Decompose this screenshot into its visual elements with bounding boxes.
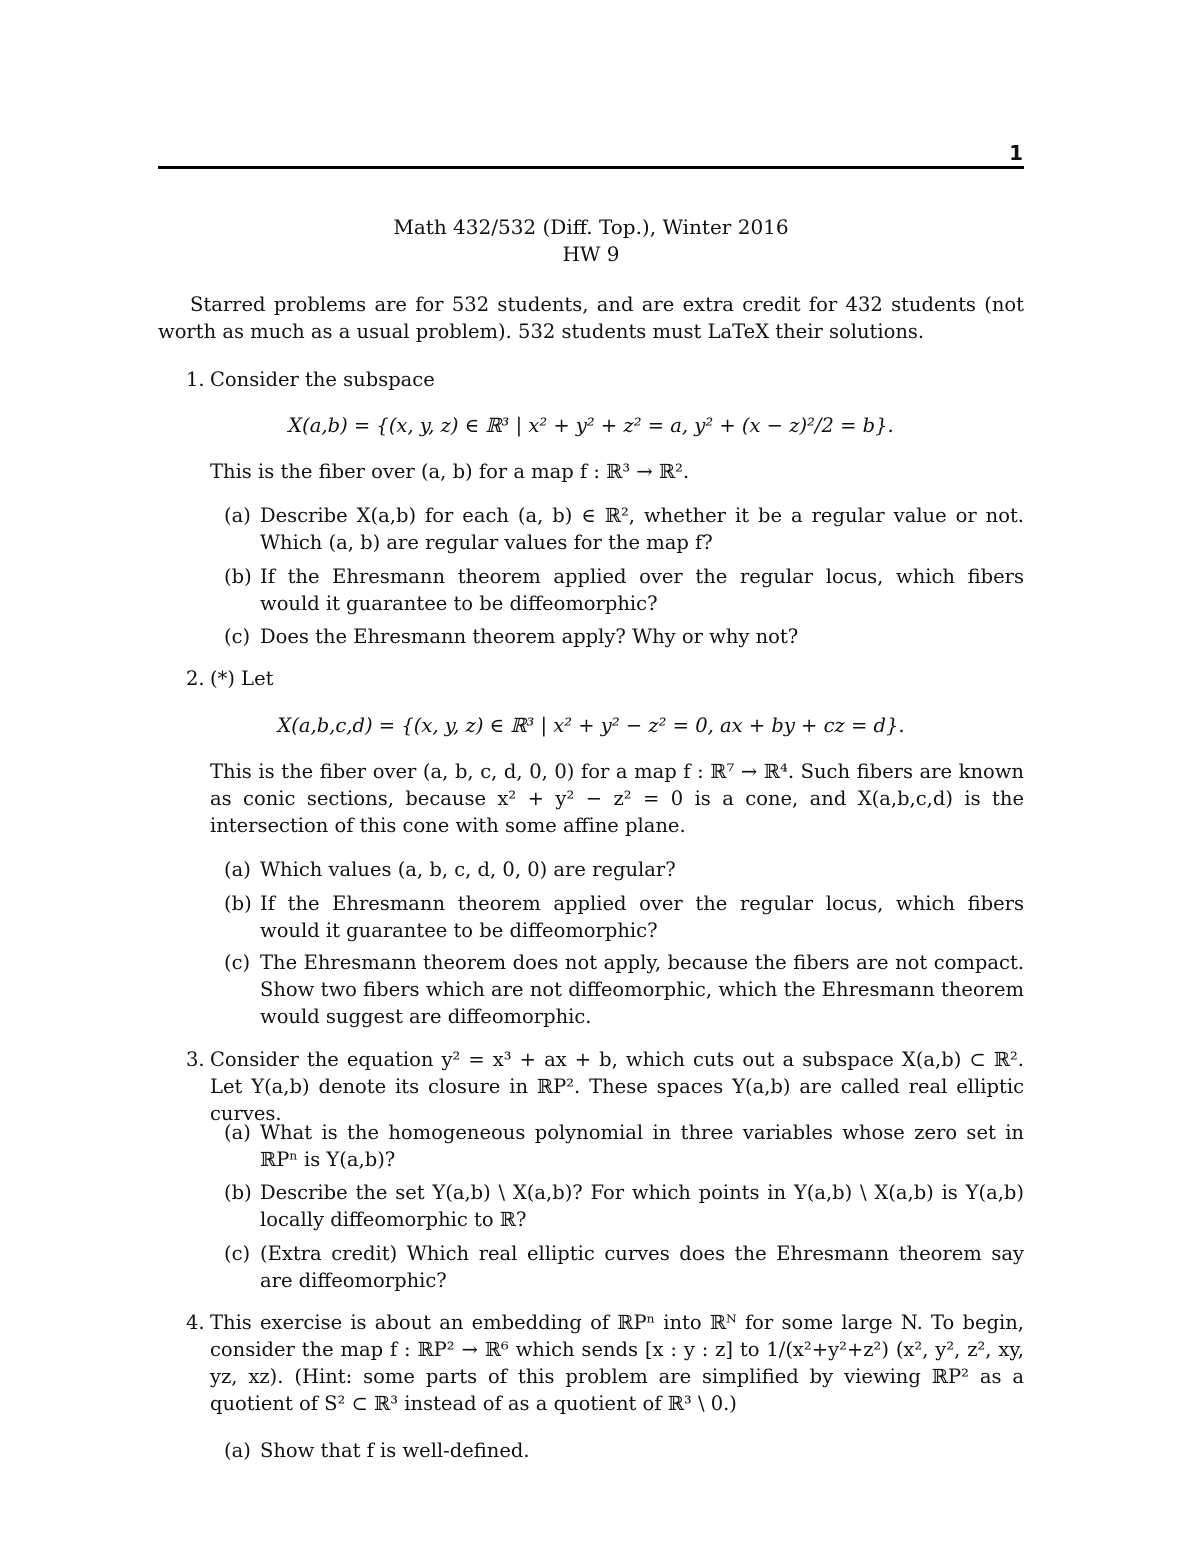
problem-2c-text: The Ehresmann theorem does not apply, because the fibers are not compact. Show two fibers which are not diffeomorphic, which the Ehresmann theorem would suggest are diffeomorphic. (260, 951, 1024, 1028)
problem-4-number: 4. (186, 1311, 205, 1334)
problem-4a-text: Show that f is well-defined. (260, 1439, 530, 1462)
page-number: 1 (1009, 141, 1023, 165)
problem-4a-label: (a) (224, 1439, 251, 1462)
problem-4-lead: This exercise is about an embedding of ℝPⁿ into ℝᴺ for some large N. To begin, consider the map f : ℝP² → ℝ⁶ which sends [x : y : z] to 1/(x²+y²+z²) (x², y², z², xy, yz, xz). (Hint: some parts of this problem are simplified by viewing ℝP² as a quotient of S² ⊂ ℝ³ instead of as a quotient of ℝ³ \ 0.) (210, 1311, 1024, 1415)
problem-2-after: This is the fiber over (a, b, c, d, 0, 0) for a map f : ℝ⁷ → ℝ⁴. Such fibers are known as conic sections, because x² + y² − z² = 0 is a cone, and X(a,b,c,d) is the intersection of this cone with some affine plane. (210, 760, 1024, 837)
problem-1-display-equation: X(a,b) = {(x, y, z) ∈ ℝ³ | x² + y² + z² = a, y² + (x − z)²/2 = b}. (288, 414, 894, 437)
intro-paragraph: Starred problems are for 532 students, and are extra credit for 432 students (not worth as much as a usual problem). 532 students must LaTeX their solutions. (158, 293, 1024, 343)
problem-2-display-equation: X(a,b,c,d) = {(x, y, z) ∈ ℝ³ | x² + y² − z² = 0, ax + by + cz = d}. (277, 714, 905, 737)
problem-1a-label: (a) (224, 504, 251, 527)
problem-3a-label: (a) (224, 1121, 251, 1144)
problem-1b-label: (b) (224, 565, 252, 588)
problem-3a-text: What is the homogeneous polynomial in three variables whose zero set in ℝPⁿ is Y(a,b)? (260, 1121, 1024, 1171)
problem-1b-text: If the Ehresmann theorem applied over the regular locus, which fibers would it guarantee to be diffeomorphic? (260, 565, 1024, 615)
problem-3c-text: (Extra credit) Which real elliptic curves does the Ehresmann theorem say are diffeomorphic? (260, 1242, 1024, 1292)
problem-1-lead: Consider the subspace (210, 368, 435, 391)
problem-2c-label: (c) (224, 951, 251, 974)
problem-3-number: 3. (186, 1048, 205, 1071)
title-line-1: Math 432/532 (Diff. Top.), Winter 2016 (393, 215, 789, 239)
problem-2-lead: (*) Let (210, 667, 274, 690)
problem-1-number: 1. (186, 368, 205, 391)
title-line-2: HW 9 (562, 242, 620, 266)
problem-1c-text: Does the Ehresmann theorem apply? Why or why not? (260, 625, 799, 648)
problem-3c-label: (c) (224, 1242, 251, 1265)
problem-1a-text: Describe X(a,b) for each (a, b) ∈ ℝ², whether it be a regular value or not. Which (a, b) are regular values for the map f? (260, 504, 1024, 554)
header-rule (158, 166, 1024, 169)
problem-2a-text: Which values (a, b, c, d, 0, 0) are regular? (260, 858, 676, 881)
problem-3-lead: Consider the equation y² = x³ + ax + b, which cuts out a subspace X(a,b) ⊂ ℝ². Let Y(a,b) denote its closure in ℝP². These spaces Y(a,b) are called real elliptic curves. (210, 1048, 1024, 1125)
problem-2a-label: (a) (224, 858, 251, 881)
problem-2b-label: (b) (224, 892, 252, 915)
problem-2b-text: If the Ehresmann theorem applied over the regular locus, which fibers would it guarantee to be diffeomorphic? (260, 892, 1024, 942)
problem-2-number: 2. (186, 667, 205, 690)
problem-1c-label: (c) (224, 625, 251, 648)
problem-3b-label: (b) (224, 1181, 252, 1204)
problem-1-after: This is the fiber over (a, b) for a map f : ℝ³ → ℝ². (210, 460, 690, 483)
problem-3b-text: Describe the set Y(a,b) \ X(a,b)? For which points in Y(a,b) \ X(a,b) is Y(a,b) locally diffeomorphic to ℝ? (260, 1181, 1024, 1231)
